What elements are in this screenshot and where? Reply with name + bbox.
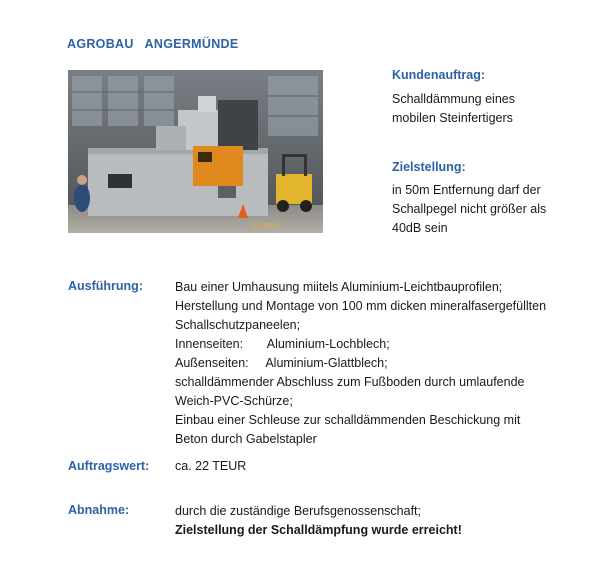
text-line: Schalldämmung eines <box>392 92 515 106</box>
text-line: durch die zuständige Berufsgenossenschaft; <box>175 504 421 518</box>
text-line: 40dB sein <box>392 221 448 235</box>
text-line: Schallschutzpaneelen; <box>175 318 301 332</box>
zielstellung-label: Zielstellung: <box>392 160 466 174</box>
zielstellung-text <box>392 181 546 238</box>
machine-photo <box>68 70 323 233</box>
abnahme-text <box>175 502 462 540</box>
ausfuehrung-text <box>175 278 546 449</box>
text-line: Einbau einer Schleuse zur schalldämmenden Beschickung mit <box>175 413 521 427</box>
auftragswert-label: Auftragswert: <box>68 459 150 473</box>
text-line: Herstellung und Montage von 100 mm dicken mineralfasergefüllten <box>175 299 547 313</box>
kundenauftrag-label: Kundenauftrag: <box>392 68 486 82</box>
auftragswert-value: ca. 22 TEUR <box>175 459 247 473</box>
kundenauftrag-text <box>392 90 515 128</box>
machine-photo-illustration <box>68 70 323 233</box>
abnahme-label: Abnahme: <box>68 503 130 517</box>
text-line: Innenseiten: Aluminium-Lochblech; <box>175 337 390 351</box>
text-line: Weich-PVC-Schürze; <box>175 394 293 408</box>
page-title: AGROBAU ANGERMÜNDE <box>67 37 239 51</box>
text-line: in 50m Entfernung darf der <box>392 183 541 197</box>
text-line: Schallpegel nicht größer als <box>392 202 547 216</box>
ausfuehrung-label: Ausführung: <box>68 279 143 293</box>
text-line: Beton durch Gabelstapler <box>175 432 317 446</box>
text-line: Bau einer Umhausung miitels Aluminium-Leichtbauprofilen; <box>175 280 503 294</box>
photo-caption: 22 6393 <box>253 223 279 230</box>
text-line: schalldämmender Abschluss zum Fußboden durch umlaufende <box>175 375 525 389</box>
text-line: Außenseiten: Aluminium-Glattblech; <box>175 356 388 370</box>
text-line: mobilen Steinfertigers <box>392 111 513 125</box>
result-statement: Zielstellung der Schalldämpfung wurde erreicht! <box>175 523 462 537</box>
